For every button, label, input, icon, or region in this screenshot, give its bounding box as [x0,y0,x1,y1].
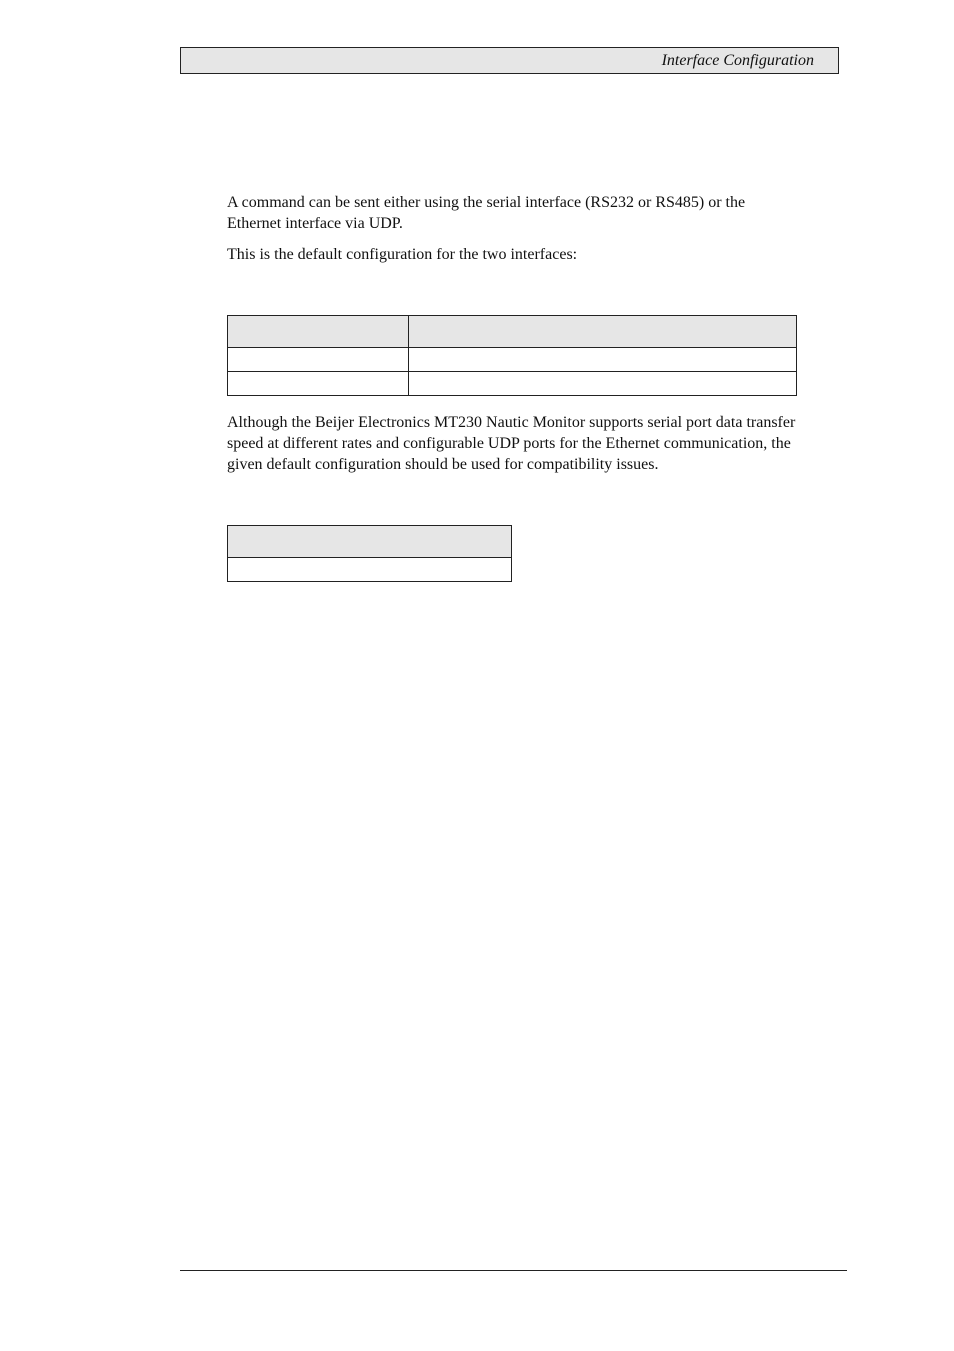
table-cell [228,348,409,372]
table-header-row [228,526,512,558]
page-header [180,47,839,74]
note-table [227,525,512,582]
footer-rule [180,1270,847,1271]
table-header-cell [228,526,512,558]
table-cell [228,372,409,396]
paragraph-default-config: This is the default configuration for the two interfaces: [227,246,578,263]
header-title: Interface Configuration [661,52,814,69]
table-header-cell [409,316,797,348]
paragraph-intro: A command can be sent either using the serial interface (RS232 or RS485) or the Ethernet interface via UDP. [227,194,746,232]
table-cell [228,558,512,582]
table-cell [409,372,797,396]
table-header-cell [228,316,409,348]
table-row [228,372,797,396]
table-header-row [228,316,797,348]
paragraph-compatibility: Although the Beijer Electronics MT230 Nautic Monitor supports serial port data transfer speed at different rates and configurable UDP ports for the Ethernet communication, the given default configuration should be used for compatibility issues. [227,414,796,473]
table-row [228,558,512,582]
table-cell [409,348,797,372]
table-row [228,348,797,372]
config-table [227,315,797,396]
